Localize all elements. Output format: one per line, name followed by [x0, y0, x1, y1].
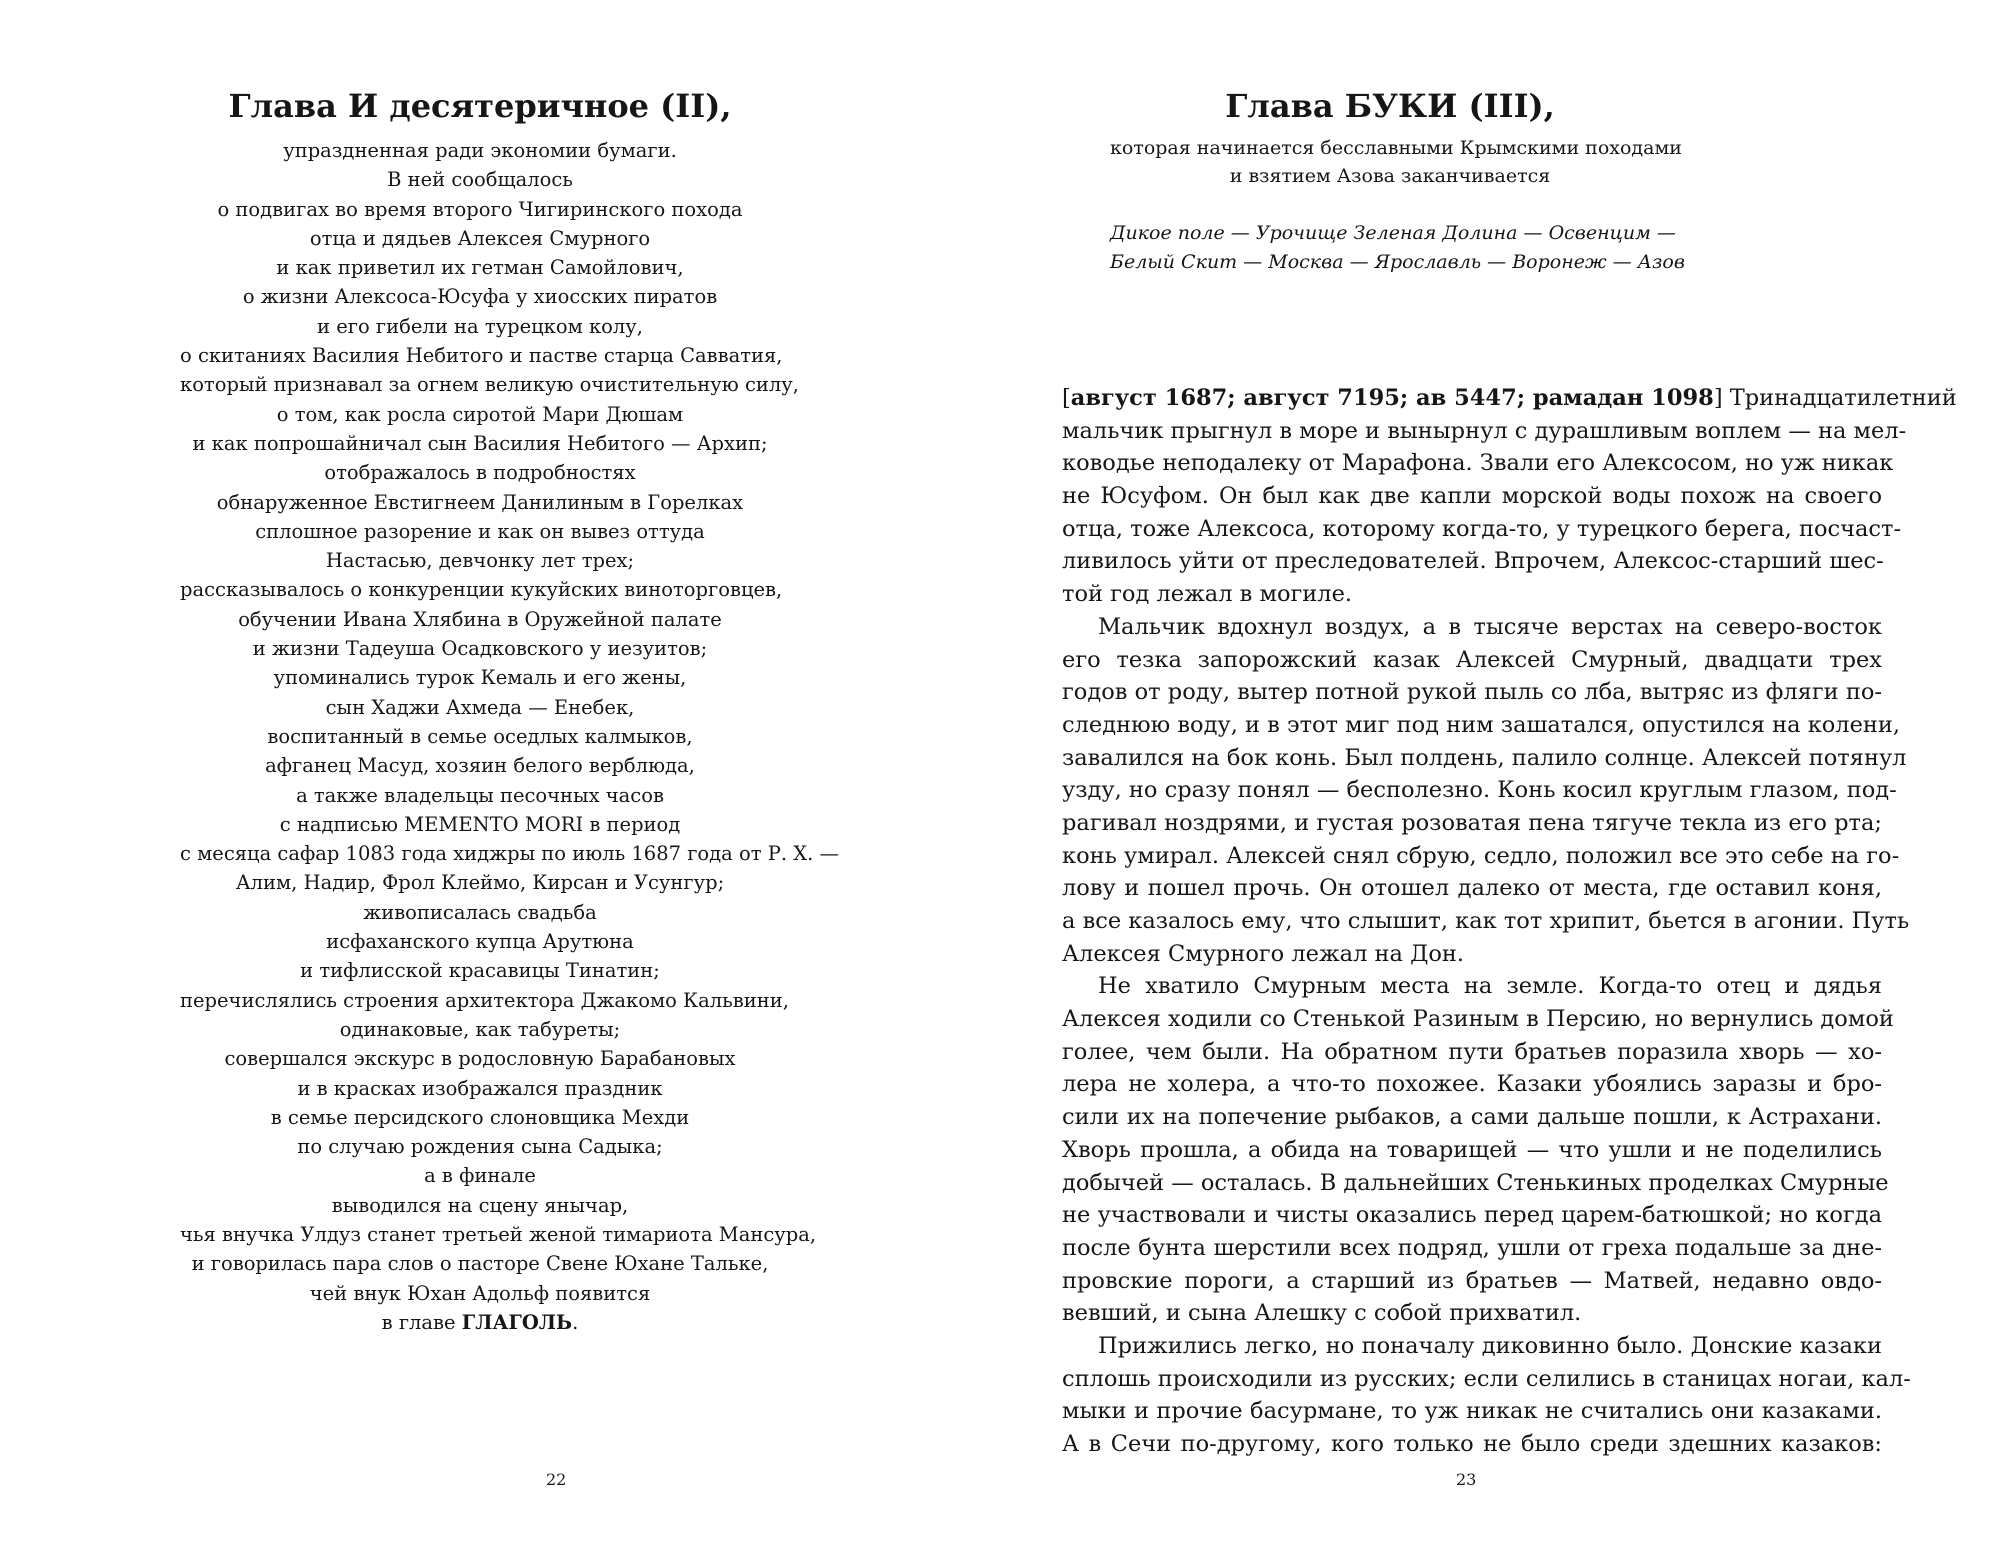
body-line-rest: Тринадцатилетний: [1722, 385, 1957, 411]
body-line: Хворь прошла, а обида на товарищей — что ушли и не поделились: [1062, 1136, 1882, 1163]
summary-line: обучении Ивана Хлябина в Оружейной палате: [238, 607, 722, 631]
right-page: [1000, 0, 2000, 1542]
body-line: Алексея Смурного лежал на Дон.: [1062, 940, 1465, 967]
summary-line: воспитанный в семье оседлых калмыков,: [267, 724, 693, 748]
summary-line: в семье персидского слоновщика Мехди: [270, 1105, 690, 1129]
summary-line: и как приветил их гетман Самойлович,: [276, 256, 684, 280]
summary-final-prefix: в главе: [381, 1310, 462, 1334]
body-line: завалился на бок конь. Был полдень, палило солнце. Алексей потянул: [1062, 744, 1907, 771]
body-line: лера не холера, а что-то похожее. Казаки убоялись заразы и бро-: [1062, 1071, 1882, 1098]
summary-line: и его гибели на турецком колу,: [317, 314, 643, 338]
summary-line: а в финале: [424, 1164, 536, 1188]
summary-line: перечислялись строения архитектора Джакомо Кальвини,: [180, 988, 789, 1012]
body-line: той год лежал в могиле.: [1062, 581, 1353, 608]
summary-line: отображалось в подробностях: [324, 461, 636, 485]
chapter-places: [1110, 219, 1685, 277]
summary-line: и тифлисской красавицы Тинатин;: [300, 959, 660, 983]
summary-final-line: [180, 1308, 780, 1337]
summary-line: Настасью, девчонку лет трех;: [325, 549, 635, 573]
summary-line: который признавал за огнем великую очистительную силу,: [180, 373, 799, 397]
body-line: А в Сечи по-другому, кого только не было среди здешних казаков:: [1062, 1431, 1882, 1457]
chapter-summary: [180, 136, 840, 1337]
body-line: следнюю воду, и в этот миг под ним зашатался, опустился на колени,: [1062, 711, 1901, 738]
chapter-title-right: Глава БУКИ (III),: [1225, 87, 1555, 125]
summary-line: отца и дядьев Алексея Смурного: [309, 226, 651, 250]
body-line: голее, чем были. На обратном пути братьев поразила хворь — хо-: [1062, 1038, 1882, 1065]
summary-line: упраздненная ради экономии бумаги.: [283, 139, 677, 162]
summary-line: чья внучка Улдуз станет третьей женой тимариота Мансура,: [180, 1222, 817, 1246]
summary-line: и как попрошайничал сын Василия Небитого — Архип;: [192, 431, 768, 455]
summary-line: рассказывалось о конкуренции кукуйских виноторговцев,: [180, 578, 783, 602]
summary-line: Алим, Надир, Фрол Клеймо, Кирсан и Усунгур;: [235, 871, 725, 895]
body-line: после бунта шерстили всех подряд, ушли от греха подальше за дне-: [1062, 1234, 1882, 1261]
summary-line: одинаковые, как табуреты;: [339, 1017, 621, 1041]
summary-line: о подвигах во время второго Чигиринского похода: [217, 197, 743, 221]
body-line: сплошь происходили из русских; если селились в станицах ногаи, кал-: [1062, 1365, 1911, 1392]
summary-line: исфаханского купца Арутюна: [326, 930, 634, 954]
body-line: сили их на попечение рыбаков, а сами дальше пошли, к Астрахани.: [1062, 1104, 1882, 1131]
summary-line: сплошное разорение и как он вывез оттуда: [255, 519, 705, 543]
body-line: лову и пошел прочь. Он отошел далеко от места, где оставил коня,: [1062, 875, 1882, 902]
chapter-body: [1062, 382, 1957, 1461]
summary-line: афганец Масуд, хозяин белого верблюда,: [265, 754, 695, 778]
body-line: Прижились легко, но поначалу диковинно было. Донские казаки: [1098, 1332, 1882, 1359]
date-bracket-open: [: [1062, 385, 1071, 411]
body-line: а все казалось ему, что слышит, как тот хрипит, бьется в агонии. Путь: [1062, 908, 1910, 934]
body-line: годов от роду, вытер потной рукой пыль со лба, вытряс из фляги по-: [1062, 679, 1882, 706]
summary-line: и говорилась пара слов о пасторе Свене Юхане Тальке,: [191, 1252, 769, 1276]
body-line: не участвовали и чисты оказались перед царем-батюшкой; но когда: [1062, 1202, 1882, 1229]
summary-line: совершался экскурс в родословную Барабановых: [224, 1047, 736, 1071]
subtitle-line: и взятием Азова заканчивается: [1229, 165, 1551, 187]
body-line: Мальчик вдохнул воздух, а в тысяче верстах на северо-восток: [1098, 613, 1882, 640]
summary-line: по случаю рождения сына Садыка;: [297, 1135, 663, 1159]
body-line: мальчик прыгнул в море и вынырнул с дурашливым воплем — на мел-: [1062, 417, 1907, 444]
body-line: ководье неподалеку от Марафона. Звали его Алексосом, но уж никак: [1062, 450, 1894, 477]
body-line: мыки и прочие басурмане, то уж никак не считались они казаками.: [1062, 1398, 1882, 1425]
summary-line: сын Хаджи Ахмеда — Енебек,: [325, 695, 635, 719]
chapter-title-left: Глава И десятеричное (II),: [228, 87, 732, 125]
body-line: добычей — осталась. В дальнейших Стенькиных проделках Смурные: [1062, 1169, 1889, 1196]
body-line: провские пороги, а старший из братьев — Матвей, недавно овдо-: [1062, 1267, 1882, 1294]
summary-line: чей внук Юхан Адольф появится: [309, 1281, 651, 1305]
body-line: ливилось уйти от преследователей. Впрочем, Алексос-старший шес-: [1062, 548, 1884, 575]
date-stamp: август 1687; август 7195; ав 5447; рамадан 1098: [1070, 385, 1714, 411]
summary-line: и в красках изображался праздник: [297, 1076, 663, 1100]
summary-line: а также владельцы песочных часов: [296, 783, 664, 807]
summary-line: обнаруженное Евстигнеем Данилиным в Горелках: [216, 490, 744, 514]
body-line: Алексея ходили со Стенькой Разиным в Персию, но вернулись домой: [1062, 1006, 1894, 1033]
summary-line: о жизни Алексоса-Юсуфа у хиосских пиратов: [242, 285, 718, 309]
body-line: вевший, и сына Алешку с собой прихватил.: [1062, 1300, 1582, 1327]
body-line: его тезка запорожский казак Алексей Смурный, двадцати трех: [1062, 646, 1882, 673]
places-line: Дикое поле — Урочище Зеленая Долина — Освенцим —: [1110, 222, 1676, 244]
summary-line: В ней сообщалось: [387, 168, 573, 192]
page-number-right: 23: [1456, 1470, 1477, 1489]
summary-line: о скитаниях Василия Небитого и пастве старца Савватия,: [180, 344, 783, 368]
body-line: Не хватило Смурным места на земле. Когда-то отец и дядья: [1098, 973, 1882, 1000]
places-line: Белый Скит — Москва — Ярославль — Воронеж — Азов: [1110, 251, 1685, 273]
subtitle-line: которая начинается бесславными Крымскими походами: [1110, 137, 1682, 159]
summary-final-suffix: .: [572, 1310, 579, 1334]
body-line: узду, но сразу понял — бесполезно. Конь косил круглым глазом, под-: [1062, 777, 1897, 804]
chapter-reference: ГЛАГОЛЬ: [461, 1310, 573, 1334]
summary-line: с надписью MEMENTO MORI в период: [279, 812, 681, 836]
summary-line: и жизни Тадеуша Осадковского у иезуитов;: [252, 637, 708, 661]
body-line: рагивал ноздрями, и густая розоватая пена тягуче текла из его рта;: [1062, 809, 1882, 836]
summary-line: упоминались турок Кемаль и его жены,: [273, 666, 687, 690]
summary-line: живописалась свадьба: [363, 900, 597, 924]
body-line-dated: [1062, 382, 1957, 415]
page-number-left: 22: [546, 1470, 567, 1489]
summary-line: с месяца сафар 1083 года хиджры по июль 1687 года от Р. Х. —: [180, 842, 840, 866]
body-line: не Юсуфом. Он был как две капли морской воды похож на своего: [1062, 483, 1882, 510]
chapter-subtitle: [1110, 134, 1682, 190]
summary-line: о том, как росла сиротой Мари Дюшам: [276, 402, 684, 426]
body-line: отца, тоже Алексоса, которому когда-то, у турецкого берега, посчаст-: [1062, 515, 1902, 542]
summary-line: выводился на сцену янычар,: [331, 1193, 629, 1217]
date-bracket-close: ]: [1713, 385, 1723, 411]
body-line: конь умирал. Алексей снял сбрую, седло, положил все это себе на го-: [1062, 842, 1900, 869]
